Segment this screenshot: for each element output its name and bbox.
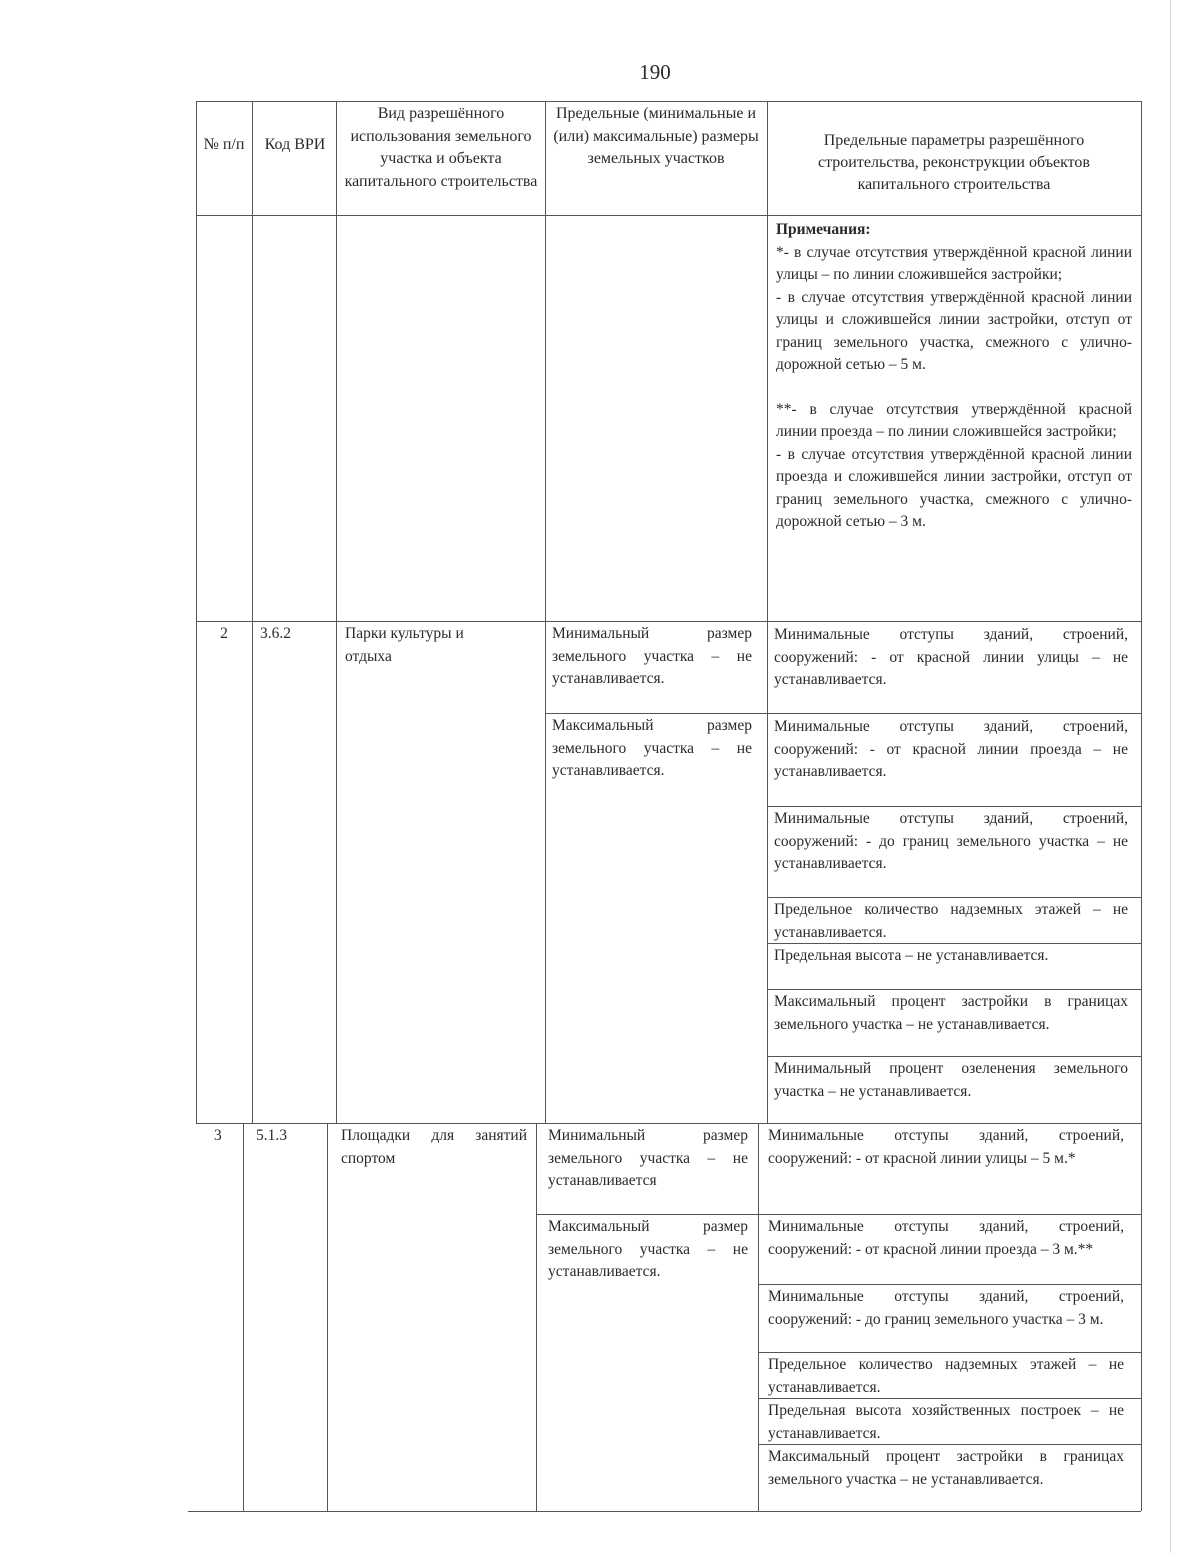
parameter-cell: Минимальные отступы зданий, строений, сооружений: - от красной линии улицы – 5 м.* xyxy=(768,1127,1124,1167)
row-number: 2 xyxy=(220,625,228,642)
min-plot-size: Минимальный размер земельного участка – не устанавливается xyxy=(548,1127,748,1189)
notes-paragraph: **- в случае отсутствия утверждённой красной линии проезда – по линии сложившейся застройки; xyxy=(776,400,1132,440)
parameter-cell: Минимальные отступы зданий, строений, сооружений: - до границ земельного участка – 3 м. xyxy=(768,1288,1124,1328)
header-use-type: Вид разрешённого использования земельного участка и объекта капитального строительства xyxy=(344,105,538,190)
parameter-cell: Минимальные отступы зданий, строений, сооружений: - от красной линии улицы – не устанавливается. xyxy=(774,626,1128,688)
parameter-cell: Максимальный процент застройки в границах земельного участка – не устанавливается. xyxy=(768,1448,1124,1488)
parameter-cell: Минимальные отступы зданий, строений, сооружений: - от красной линии проезда – не устанавливается. xyxy=(774,718,1128,780)
max-plot-size: Максимальный размер земельного участка – не устанавливается. xyxy=(552,717,752,779)
page-number: 190 xyxy=(639,60,671,84)
header-plot-sizes: Предельные (минимальные и (или) максимальные) размеры земельных участков xyxy=(553,105,759,167)
notes-paragraph: - в случае отсутствия утверждённой красной линии проезда и сложившейся линии застройки, отступ от границ земельного участка, смежного с улично-дорожной сетью – 3 м. xyxy=(776,445,1132,530)
row-use-type: Парки культуры и отдыха xyxy=(345,625,464,665)
max-plot-size: Максимальный размер земельного участка – не устанавливается. xyxy=(548,1218,748,1280)
parameter-cell: Минимальный процент озеленения земельного участка – не устанавливается. xyxy=(774,1060,1128,1100)
notes-paragraph: - в случае отсутствия утверждённой красной линии улицы и сложившейся линии застройки, отступ от границ земельного участка, смежного с улично-дорожной сетью – 5 м. xyxy=(776,288,1132,373)
parameter-cell: Предельное количество надземных этажей – не устанавливается. xyxy=(774,901,1128,941)
parameter-cell: Минимальные отступы зданий, строений, сооружений: - до границ земельного участка – не устанавливается. xyxy=(774,810,1128,872)
header-code: Код ВРИ xyxy=(264,136,326,153)
notes-title: Примечания: xyxy=(776,221,871,238)
header-number: № п/п xyxy=(203,136,245,153)
row-code: 3.6.2 xyxy=(260,625,291,642)
parameter-cell: Предельная высота хозяйственных построек – не устанавливается. xyxy=(768,1402,1124,1442)
header-parameters: Предельные параметры разрешённого строительства, реконструкции объектов капитального строительства xyxy=(818,132,1090,193)
min-plot-size: Минимальный размер земельного участка – не устанавливается. xyxy=(552,625,752,687)
notes-block xyxy=(776,219,1132,534)
row-number: 3 xyxy=(214,1127,222,1144)
row-code: 5.1.3 xyxy=(256,1127,287,1144)
scan-edge-line xyxy=(1170,0,1171,1553)
parameter-cell: Максимальный процент застройки в границах земельного участка – не устанавливается. xyxy=(774,993,1128,1033)
parameter-cell: Минимальные отступы зданий, строений, сооружений: - от красной линии проезда – 3 м.** xyxy=(768,1218,1124,1258)
parameter-cell: Предельное количество надземных этажей – не устанавливается. xyxy=(768,1356,1124,1396)
row-use-type: Площадки для занятий спортом xyxy=(341,1127,527,1167)
parameter-cell: Предельная высота – не устанавливается. xyxy=(774,947,1049,964)
notes-paragraph: *- в случае отсутствия утверждённой красной линии улицы – по линии сложившейся застройки; xyxy=(776,243,1132,283)
